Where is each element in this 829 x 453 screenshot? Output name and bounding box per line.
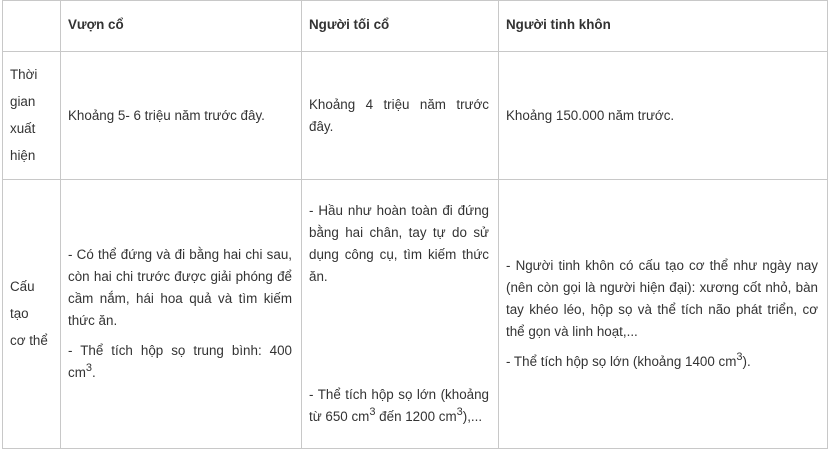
header-cell-vuon-co: Vượn cổ [61,1,302,52]
table-row-cau-tao [3,180,828,449]
cell-toi-co-thoi-gian: Khoảng 4 triệu năm trước đây. [302,52,499,180]
table-row-thoi-gian [3,52,828,180]
header-cell-nguoi-toi-co: Người tối cổ [302,1,499,52]
skull-volume-toi-co: - Thể tích hộp sọ lớn (khoảng từ 650 $cm^3$ đến 1200 $cm^3$),... [309,387,489,424]
cell-vuon-co-cau-tao: - Có thể đứng và đi bằng hai chi sau, còn hai chi trước được giải phóng để cầm nắm, hái hoa quả và tìm kiếm thức ăn. - Thể tích hộp sọ trung bình: 400 $cm^3$. [61,180,302,449]
row-label-cau-tao: Cấu tạo cơ thể [3,180,61,449]
header-row [3,1,828,52]
header-cell-empty [3,1,61,52]
skull-volume-vuon-co: - Thể tích hộp sọ trung bình: 400 $cm^3$. [68,343,292,380]
cell-tinh-khon-thoi-gian: Khoảng 150.000 năm trước. [499,52,828,180]
skull-volume-tinh-khon: - Thể tích hộp sọ lớn (khoảng 1400 $cm^3$). [506,351,751,369]
row-label-thoi-gian: Thời gian xuất hiện [3,52,61,180]
cell-vuon-co-thoi-gian: Khoảng 5- 6 triệu năm trước đây. [61,52,302,180]
cell-tinh-khon-cau-tao: - Người tinh khôn có cấu tạo cơ thể như ngày nay (nên còn gọi là người hiện đại): xương cốt nhỏ, bàn tay khéo léo, hộp sọ và thể tích não phát triển, cơ thể gọn và linh hoạt,... - Thể tích hộp sọ lớn (khoảng 1400 $cm^3$). [499,180,828,449]
cell-toi-co-cau-tao: - Hầu như hoàn toàn đi đứng bằng hai chân, tay tự do sử dụng công cụ, tìm kiếm thức ăn. - Thể tích hộp sọ lớn (khoảng từ 650 $cm^3$ đến 1200 $cm^3$),... [302,180,499,449]
comparison-table [2,0,828,449]
header-cell-nguoi-tinh-khon: Người tinh khôn [499,1,828,52]
